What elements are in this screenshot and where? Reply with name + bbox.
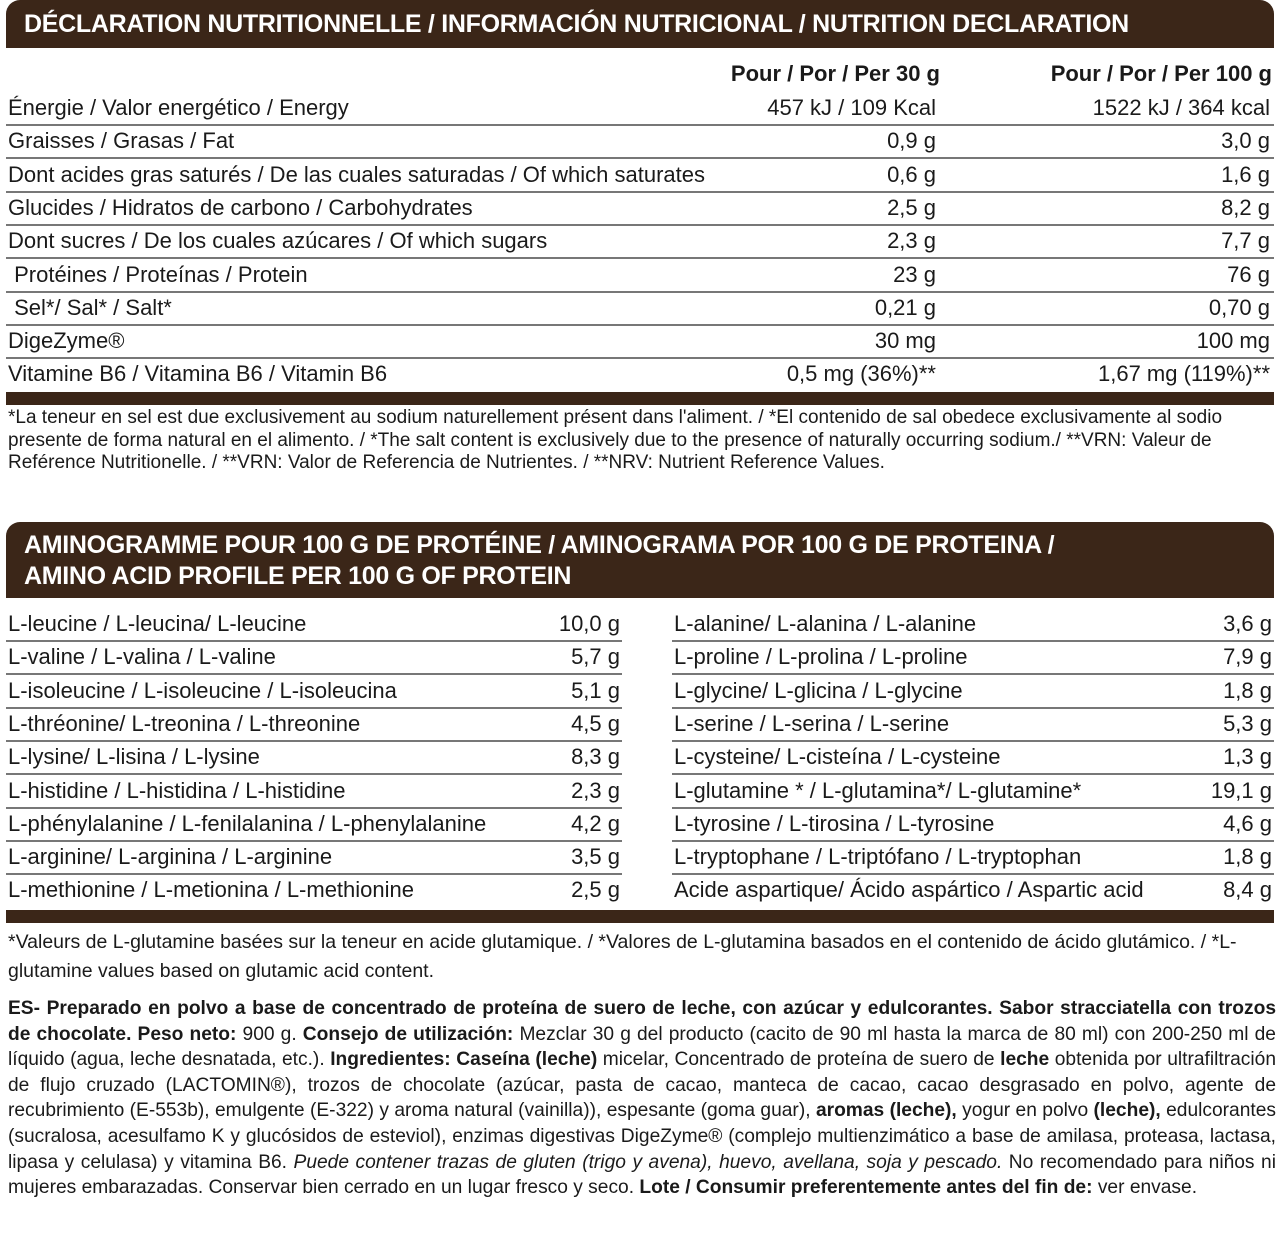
value-per-100g: 8,2 g (1221, 194, 1270, 220)
value-per-30g: 2,5 g (887, 194, 936, 220)
amino-value: 8,4 g (1223, 877, 1272, 903)
amino-label: L-thréonine/ L-treonina / L-threonine (8, 710, 361, 736)
value-per-100g: 1522 kJ / 364 kcal (1092, 95, 1270, 120)
amino-row (6, 841, 622, 875)
amino-row (672, 808, 1274, 842)
amino-label: L-glycine/ L-glicina / L-glycine (674, 677, 963, 703)
amino-label: L-phénylalanine / L-fenilalanina / L-phenylalanine (8, 810, 487, 836)
amino-value: 1,3 g (1223, 744, 1272, 770)
amino-label: L-tryptophane / L-triptófano / L-tryptophan (674, 844, 1082, 870)
nutrient-label: Graisses / Grasas / Fat (8, 128, 235, 154)
spanish-product-description (8, 996, 1276, 1201)
nutrient-label: Vitamine B6 / Vitamina B6 / Vitamin B6 (8, 361, 388, 387)
es-usage-label: Consejo de utilización: (302, 1023, 514, 1045)
amino-row (6, 775, 622, 809)
amino-value: 3,5 g (571, 844, 620, 870)
amino-label: L-lysine/ L-lisina / L-lysine (8, 744, 260, 770)
salt-footnote: *La teneur en sel est due exclusivement au sodium naturellement présent dans l'aliment. / *El contenido de sal obedece exclusivamente al sodio presente de forma natural en el alimento. / *The salt content is exclusively due to the presence of naturally occurring sodium./ **VRN: Valeur de Reférence Nutritionelle. / **VRN: Valor de Referencia de Nutrientes. / **NRV: Nutrient Reference Values. (8, 407, 1223, 473)
nutrient-label: Énergie / Valor energético / Energy (8, 95, 349, 120)
amino-label: L-histidine / L-histidina / L-histidine (8, 777, 346, 803)
amino-label: L-methionine / L-metionina / L-methionine (8, 877, 415, 903)
amino-value: 1,8 g (1223, 677, 1272, 703)
amino-row (672, 775, 1274, 809)
es-text: edulcorantes (sucralosa, acesulfamo K y glucósidos de esteviol), enzimas digestivas DigeZyme® (complejo multienzimático a base de amilasa, proteasa, lactasa, lipasa y celulasa) y vitamina B6. (8, 1100, 1276, 1173)
amino-row (6, 808, 622, 842)
es-text: micelar, Concentrado de proteína de suero de (597, 1049, 1001, 1071)
amino-label: L-serine / L-serina / L-serine (674, 710, 950, 736)
amino-label: L-arginine/ L-arginina / L-arginine (8, 844, 333, 870)
amino-value: 4,2 g (571, 810, 620, 836)
amino-row (672, 874, 1274, 906)
nutrition-row (6, 259, 1274, 293)
nutrition-row (6, 92, 1274, 126)
nutrition-row (6, 325, 1274, 359)
amino-row (6, 874, 622, 906)
value-per-100g: 3,0 g (1221, 128, 1270, 154)
nutrient-label: Sel*/ Sal* / Salt* (8, 294, 172, 320)
es-allergen: (leche), (1093, 1100, 1161, 1122)
glutamine-footnote: *Valeurs de L-glutamine basées sur la teneur en acide glutamique. / *Valores de L-glutamina basados en el contenido de ácido glutámico. / *L-glutamine values based on glutamic acid content. (8, 931, 1237, 982)
value-per-100g: 0,70 g (1208, 294, 1270, 320)
value-per-100g: 100 mg (1196, 328, 1270, 354)
amino-label: L-cysteine/ L-cisteína / L-cysteine (674, 744, 1001, 770)
amino-row (672, 608, 1274, 642)
nutrient-label: Protéines / Proteínas / Protein (8, 261, 308, 287)
nutrient-label: Dont sucres / De los cuales azúcares / Of which sugars (8, 228, 548, 254)
amino-title-line2: AMINO ACID PROFILE PER 100 G OF PROTEIN (24, 562, 572, 590)
value-per-30g: 0,6 g (887, 161, 936, 187)
amino-row (6, 708, 622, 742)
es-usage-text: Mezclar 30 g del producto (cacito de 90 ml hasta la marca de 80 ml) con 200-250 ml de líquido (agua, leche desnatada, etc.). (8, 1023, 1276, 1071)
amino-row (6, 641, 622, 675)
amino-value: 19,1 g (1210, 777, 1272, 803)
nutrient-label: Glucides / Hidratos de carbono / Carbohydrates (8, 194, 473, 220)
amino-row (672, 641, 1274, 675)
value-per-30g: 0,5 mg (36%)** (786, 361, 936, 387)
amino-label: L-proline / L-prolina / L-proline (674, 644, 968, 670)
nutrition-row (6, 192, 1274, 226)
amino-value: 3,6 g (1223, 611, 1272, 636)
amino-row (6, 741, 622, 775)
nutrition-row (6, 358, 1274, 390)
value-per-100g: 7,7 g (1221, 228, 1270, 254)
amino-title-line1: AMINOGRAMME POUR 100 G DE PROTÉINE / AMINOGRAMA POR 100 G DE PROTEINA / (24, 531, 1055, 559)
value-per-100g: 1,6 g (1221, 161, 1270, 187)
amino-value: 5,1 g (571, 677, 620, 703)
value-per-100g: 76 g (1227, 261, 1270, 287)
es-lot-label: Lote / Consumir preferentemente antes del fin de: (639, 1177, 1093, 1199)
nutrition-row (6, 159, 1274, 193)
amino-value: 10,0 g (558, 611, 620, 636)
amino-label: L-glutamine * / L-glutamina*/ L-glutamine* (674, 777, 1082, 803)
es-traces: Puede contener trazas de gluten (trigo y avena), huevo, avellana, soja y pescado. (293, 1151, 1003, 1173)
es-text: No recomendado para niños ni mujeres embarazadas. Conservar bien cerrado en un lugar fresco y seco. (8, 1151, 1276, 1199)
es-ingredients-label: Ingredientes: Caseína (leche) (330, 1049, 598, 1071)
amino-row (672, 675, 1274, 709)
value-per-30g: 0,21 g (874, 294, 936, 320)
amino-value: 7,9 g (1223, 644, 1272, 670)
es-text: obtenida por ultrafiltración de flujo cruzado (LACTOMIN®), trozos de chocolate (azúcar, pasta de cacao, manteca de cacao, cacao desgrasado en polvo, agente de recubrimiento (E-553b), emulgente (E-322) y aroma natural (vainilla)), espesante (goma guar), (8, 1049, 1277, 1122)
amino-bottom-bar (6, 910, 1274, 923)
amino-value: 2,3 g (571, 777, 620, 803)
value-per-30g: 457 kJ / 109 Kcal (767, 95, 936, 120)
amino-value: 5,3 g (1223, 710, 1272, 736)
amino-label: L-isoleucine / L-isoleucine / L-isoleucina (8, 677, 397, 703)
nutrition-row (6, 225, 1274, 259)
amino-value: 1,8 g (1223, 844, 1272, 870)
es-product-name: ES- Preparado en polvo a base de concentrado de proteína de suero de leche, con azúcar y edulcorantes. Sabor stracciatella con trozos de chocolate. Peso neto: (8, 998, 1276, 1045)
value-per-30g: 0,9 g (887, 128, 936, 154)
value-per-100g: 1,67 mg (119%)** (1097, 361, 1270, 387)
nutrition-title: DÉCLARATION NUTRITIONNELLE / INFORMACIÓN NUTRICIONAL / NUTRITION DECLARATION (6, 0, 1274, 48)
amino-label: L-valine / L-valina / L-valine (8, 644, 276, 670)
column-header-100g: Pour / Por / Per 100 g (1050, 61, 1272, 86)
amino-label: L-alanine/ L-alanina / L-alanine (674, 611, 977, 636)
es-text: ver envase. (1092, 1177, 1198, 1199)
es-net-weight: 900 g. (236, 1023, 303, 1045)
nutrient-label: Dont acides gras saturés / De las cuales saturadas / Of which saturates (8, 161, 705, 187)
amino-value: 4,6 g (1223, 810, 1272, 836)
value-per-30g: 30 mg (874, 328, 936, 354)
amino-label: Acide aspartique/ Ácido aspártico / Aspartic acid (674, 877, 1144, 903)
amino-value: 8,3 g (571, 744, 620, 770)
amino-row (672, 841, 1274, 875)
value-per-30g: 23 g (893, 261, 936, 287)
amino-value: 4,5 g (571, 710, 620, 736)
nutrition-row (6, 292, 1274, 326)
amino-row (672, 741, 1274, 775)
nutrition-row (6, 125, 1274, 159)
amino-label: L-leucine / L-leucina/ L-leucine (8, 611, 307, 636)
amino-row (6, 608, 622, 642)
table-bottom-bar (6, 392, 1274, 405)
amino-row (6, 675, 622, 709)
es-allergen: leche (1000, 1049, 1050, 1071)
es-allergen: aromas (leche), (815, 1100, 957, 1122)
amino-label: L-tyrosine / L-tirosina / L-tyrosine (674, 810, 995, 836)
amino-row (672, 708, 1274, 742)
value-per-30g: 2,3 g (887, 228, 936, 254)
amino-value: 2,5 g (571, 877, 620, 903)
column-header-30g: Pour / Por / Per 30 g (730, 61, 940, 86)
amino-value: 5,7 g (571, 644, 620, 670)
nutrient-label: DigeZyme® (8, 328, 125, 354)
amino-title (6, 522, 1274, 598)
es-text: yogur en polvo (956, 1100, 1094, 1122)
